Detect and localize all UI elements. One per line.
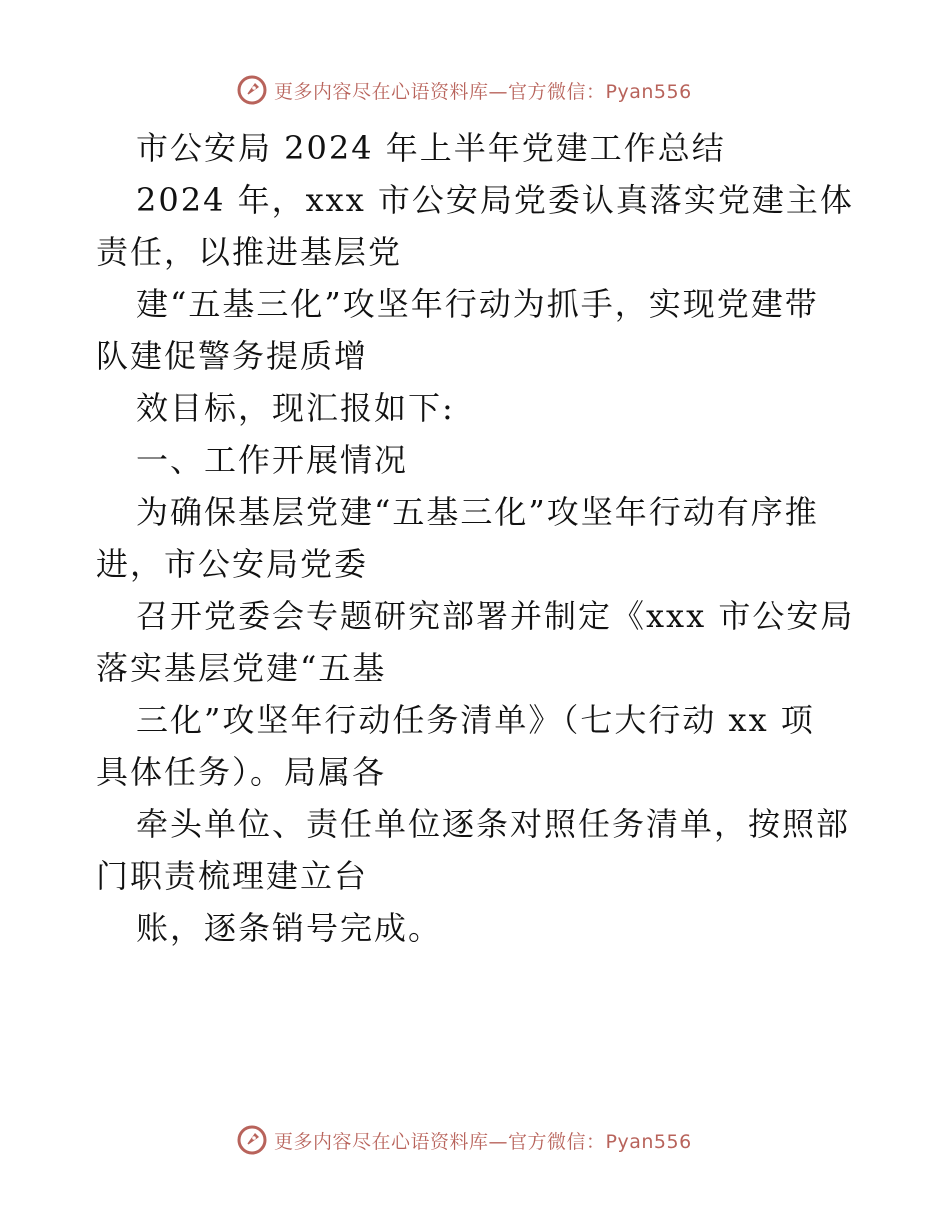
document-title: 市公安局 2024 年上半年党建工作总结	[136, 129, 726, 167]
watermark-text: 更多内容尽在心语资料库—官方微信：Pyan556	[274, 80, 692, 103]
paragraph-line: 2024 年，xxx 市公安局党委认真落实党建主体	[136, 181, 854, 219]
pen-nib-logo-icon	[236, 74, 268, 106]
pen-nib-logo-icon	[236, 1124, 268, 1156]
paragraph-line: 落实基层党建“五基	[96, 649, 387, 687]
paragraph-line: 队建促警务提质增	[96, 337, 369, 375]
paragraph-line: 门职责梳理建立台	[96, 857, 369, 895]
paragraph-line: 为确保基层党建“五基三化”攻坚年行动有序推	[136, 493, 819, 531]
watermark-text: 更多内容尽在心语资料库—官方微信：Pyan556	[274, 1130, 692, 1153]
paragraph-line: 具体任务）。局属各	[96, 753, 387, 791]
paragraph-line: 责任，以推进基层党	[96, 233, 403, 271]
paragraph-line: 效目标，现汇报如下:	[136, 389, 455, 427]
paragraph-line: 账，逐条销号完成。	[136, 909, 443, 947]
section-heading: 一、工作开展情况	[136, 441, 409, 479]
paragraph-line: 三化”攻坚年行动任务清单》（七大行动 xx 项	[136, 701, 815, 739]
paragraph-line: 进，市公安局党委	[96, 545, 369, 583]
header-watermark	[236, 72, 692, 108]
paragraph-line: 牵头单位、责任单位逐条对照任务清单，按照部	[136, 805, 851, 843]
footer-watermark	[236, 1122, 692, 1158]
paragraph-line: 召开党委会专题研究部署并制定《xxx 市公安局	[136, 597, 855, 635]
document-body	[96, 122, 856, 954]
paragraph-line: 建“五基三化”攻坚年行动为抓手，实现党建带	[136, 285, 819, 323]
